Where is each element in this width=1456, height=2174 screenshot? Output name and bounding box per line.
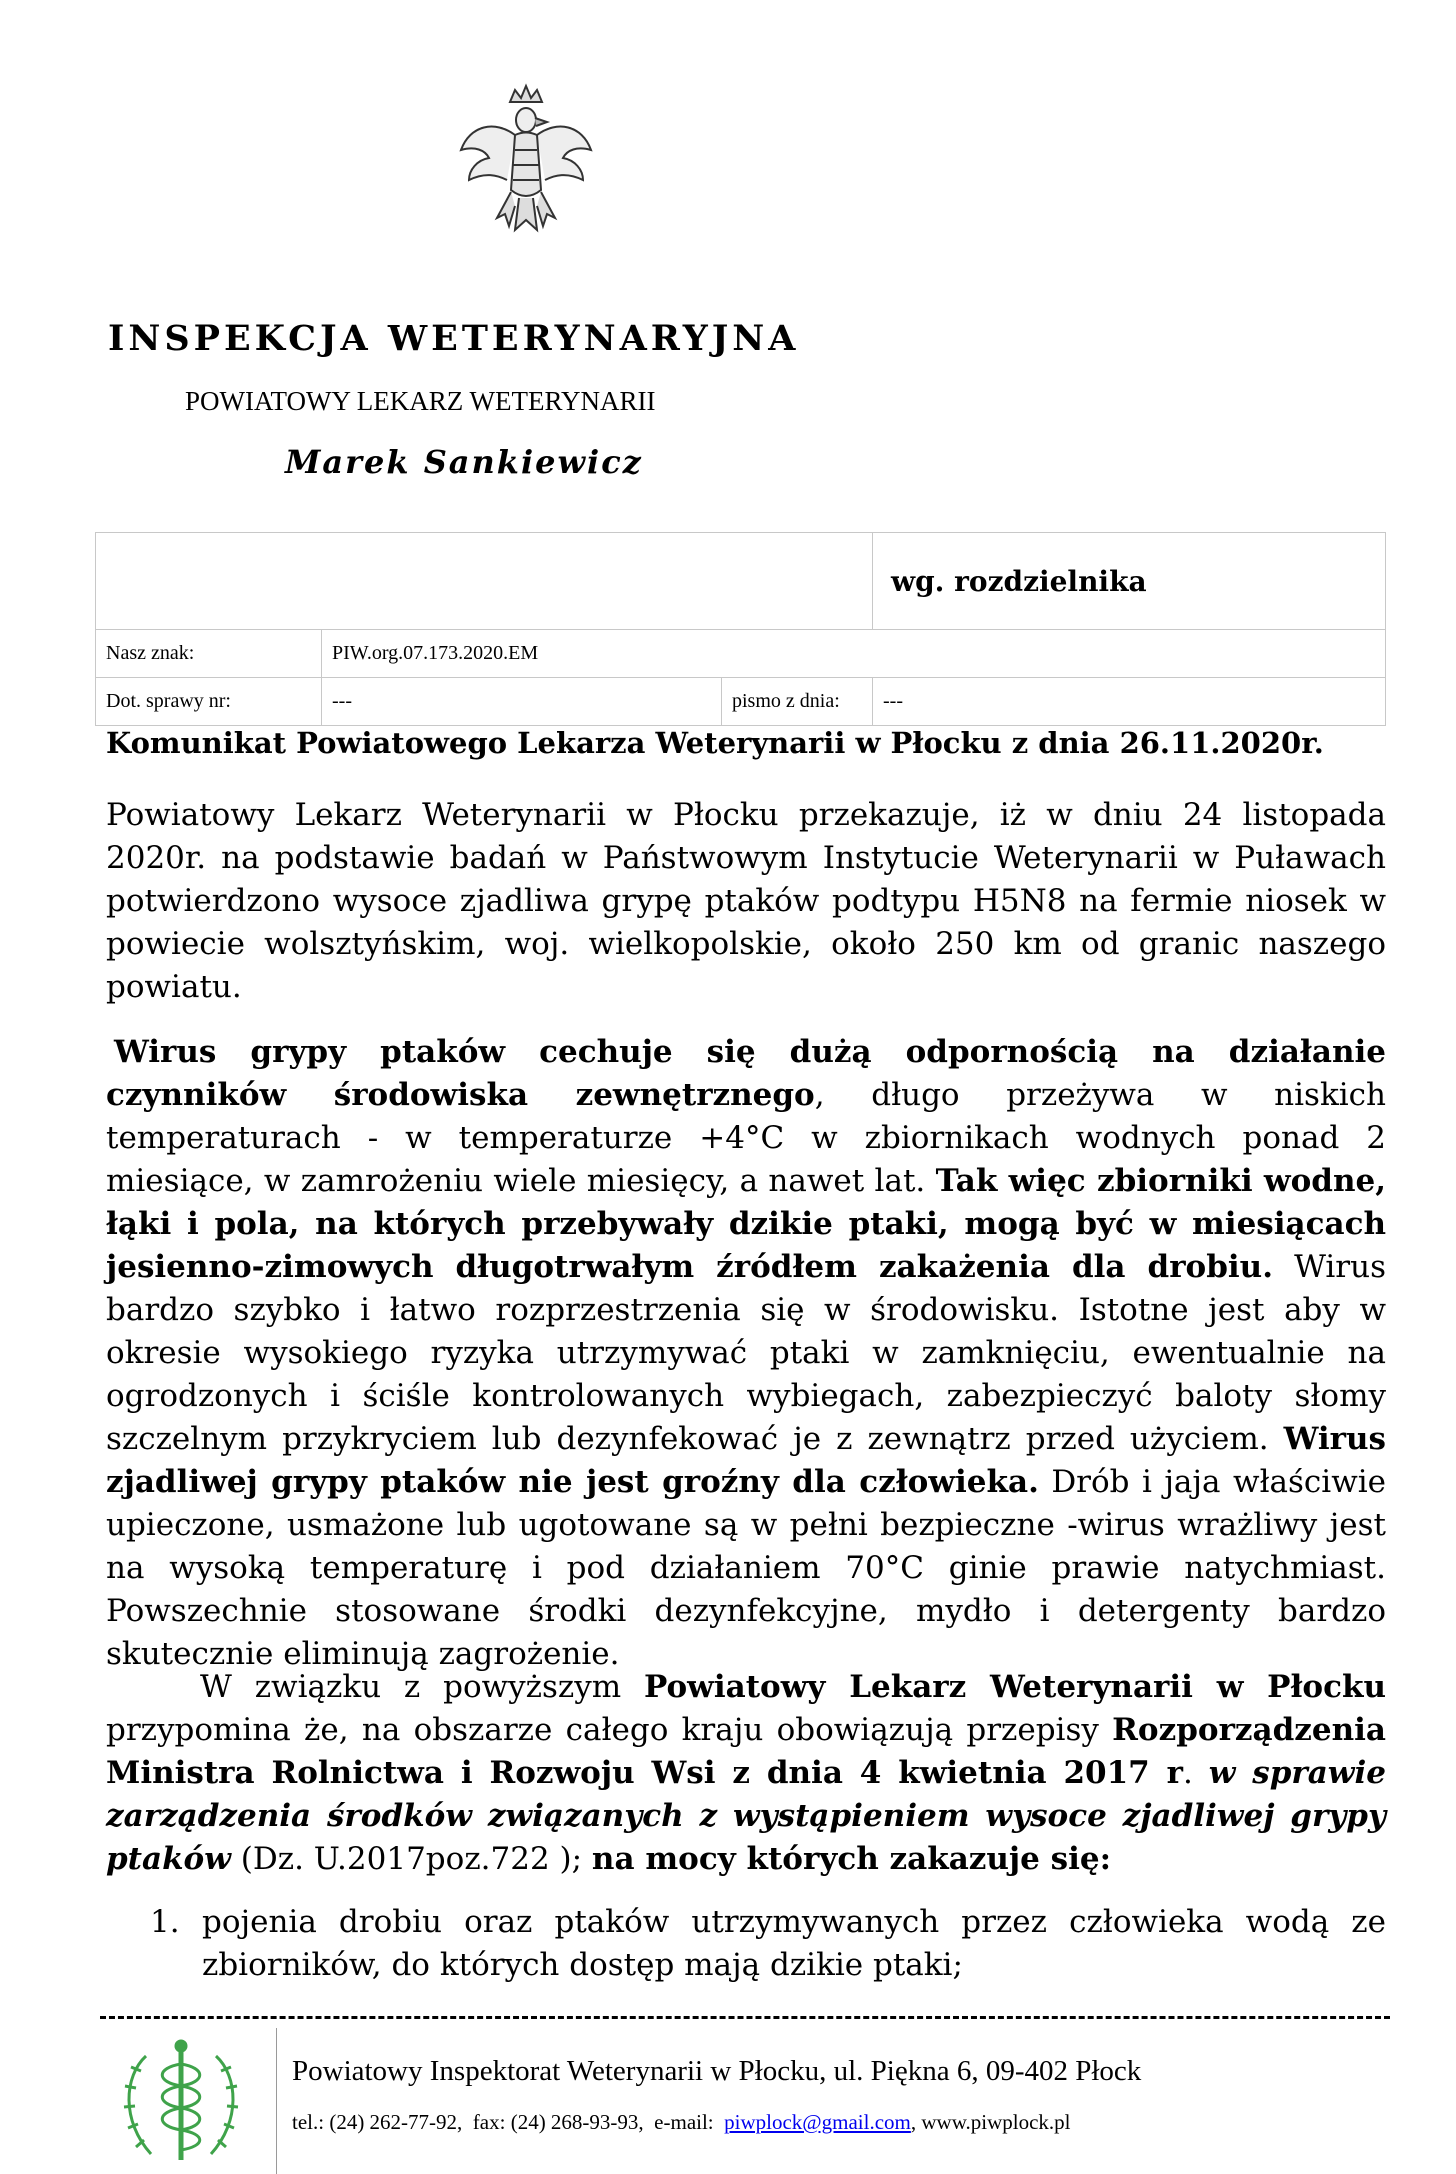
letter-date-label: pismo z dnia: xyxy=(722,678,873,726)
footer-contact xyxy=(292,2110,1071,2135)
email-link[interactable]: piwplock@gmail.com xyxy=(724,2110,911,2134)
document-title: Komunikat Powiatowego Lekarza Weterynarii w Płocku z dnia 26.11.2020r. xyxy=(106,726,1324,760)
letter-date-value: --- xyxy=(873,678,1386,726)
office-title: POWIATOWY LEKARZ WETERYNARII xyxy=(185,386,656,416)
footer-tel: tel.: (24) 262-77-92, xyxy=(292,2110,463,2134)
caduceus-wreath-logo-icon xyxy=(106,2036,256,2170)
emphasis-text: na mocy których zakazuje się: xyxy=(591,1841,1112,1877)
paragraph-virus-info xyxy=(106,1031,1386,1676)
footer-separator xyxy=(276,2028,277,2174)
footer-divider xyxy=(100,2016,1390,2019)
list-item-text: pojenia drobiu oraz ptaków utrzymywanych przez człowieka wodą ze zbiorników, do których dostęp mają dzikie ptaki; xyxy=(202,1904,1386,1983)
paragraph-text: Wirus bardzo szybko i łatwo rozprzestrzenia się w środowisku. Istotne jest aby w okresie wysokiego ryzyka utrzymywać ptaki w zamknięciu, ewentualnie na ogrodzonych i ściśle kontrolowanych wybiegach, zabezpieczyć baloty słomy szczelnym przykryciem lub dezynfekować je z zewnątrz przed użyciem. xyxy=(106,1249,1386,1457)
paragraph-text: W związku z powyższym xyxy=(200,1669,644,1705)
footer-fax: fax: (24) 268-93-93, xyxy=(472,2110,644,2134)
paragraph-intro: Powiatowy Lekarz Weterynarii w Płocku przekazuje, iż w dniu 24 listopada 2020r. na podstawie badań w Państwowym Instytucie Weterynarii w Puławach potwierdzono wysoce zjadliwa grypę ptaków podtypu H5N8 na fermie niosek w powiecie wolsztyńskim, woj. wielkopolskie, około 250 km od granic naszego powiatu. xyxy=(106,797,1386,1005)
address-empty-cell xyxy=(96,533,873,630)
emphasis-text: Wirus zjadliwej grypy ptaków nie jest groźny dla człowieka. xyxy=(106,1421,1386,1500)
list-item-number: 1. xyxy=(150,1904,180,1940)
case-value: --- xyxy=(322,678,722,726)
paragraph-text: (Dz. U.2017poz.722 ); xyxy=(230,1841,592,1877)
address-table xyxy=(95,532,1386,726)
emphasis-text: Powiatowy Lekarz Weterynarii w Płocku xyxy=(644,1669,1386,1705)
emphasis-text: Wirus grypy ptaków cechuje się dużą odpornością na działanie czynników środowiska zewnętrznego xyxy=(106,1034,1386,1113)
case-label: Dot. sprawy nr: xyxy=(96,678,322,726)
paragraph-text: , długo przeżywa w niskich temperaturach - w temperaturze +4°C w zbiornikach wodnych ponad 2 miesiące, w zamrożeniu wiele miesięcy, a nawet lat. xyxy=(106,1077,1386,1199)
paragraph-text: przypomina że, na obszarze całego kraju obowiązują przepisy xyxy=(106,1712,1113,1748)
footer-address: Powiatowy Inspektorat Weterynarii w Płocku, ul. Piękna 6, 09-402 Płock xyxy=(292,2055,1142,2087)
prohibitions-list xyxy=(106,1901,1386,1987)
paragraph-regulation xyxy=(106,1666,1386,1881)
our-ref-label: Nasz znak: xyxy=(96,630,322,678)
polish-eagle-emblem-icon xyxy=(455,80,597,240)
paragraph-text: . xyxy=(1182,1755,1209,1791)
footer-email-label: e-mail: xyxy=(654,2110,714,2134)
institution-title: INSPEKCJA WETERYNARYJNA xyxy=(108,318,800,359)
officer-name: Marek Sankiewicz xyxy=(285,443,643,481)
recipient: wg. rozdzielnika xyxy=(873,533,1386,630)
our-ref-value: PIW.org.07.173.2020.EM xyxy=(322,630,1386,678)
footer-website[interactable]: , www.piwplock.pl xyxy=(910,2110,1071,2134)
emphasis-text: Tak więc zbiorniki wodne, łąki i pola, na których przebywały dzikie ptaki, mogą być w miesiącach jesienno-zimowych długotrwałym źródłem zakażenia dla drobiu. xyxy=(106,1163,1386,1285)
regulation-subject: w sprawie zarządzenia środków związanych z wystąpieniem wysoce zjadliwej grypy ptaków xyxy=(106,1755,1386,1877)
paragraph-text: Drób i jaja właściwie upieczone, usmażone lub ugotowane są w pełni bezpieczne -wirus wrażliwy jest na wysoką temperaturę i pod działaniem 70°C ginie prawie natychmiast. Powszechnie stosowane środki dezynfekcyjne, mydło i detergenty bardzo skutecznie eliminują zagrożenie. xyxy=(106,1464,1387,1672)
list-item xyxy=(106,1901,1386,1987)
regulation-name: Rozporządzenia Ministra Rolnictwa i Rozwoju Wsi z dnia 4 kwietnia 2017 r xyxy=(106,1712,1386,1791)
